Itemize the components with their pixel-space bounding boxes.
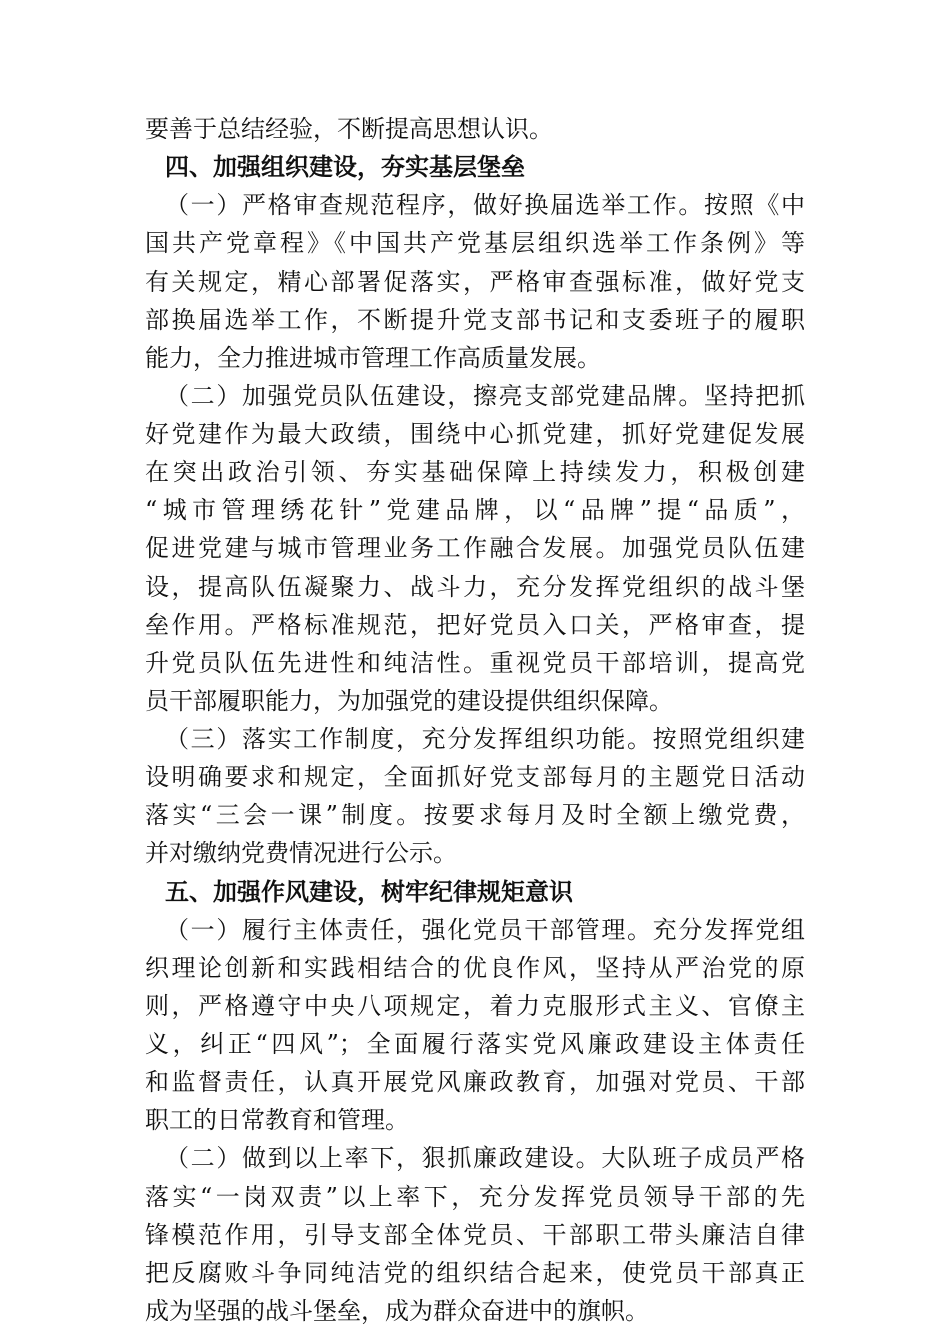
text-line: 要善于总结经验，不断提高思想认识。 [145, 115, 553, 143]
paragraph-first-line: （二）加强党员队伍建设，擦亮支部党建品牌。坚持把抓 [165, 381, 805, 410]
paragraph-first-line: （一）履行主体责任，强化党员干部管理。充分发挥党组 [165, 915, 805, 944]
text-line: 升党员队伍先进性和纯洁性。重视党员干部培训，提高党 [145, 648, 805, 677]
text-line: 织理论创新和实践相结合的优良作风，坚持从严治党的原 [145, 953, 805, 982]
text-line: 国共产党章程》《中国共产党基层组织选举工作条例》等 [145, 229, 805, 258]
text-line: 则，严格遵守中央八项规定，着力克服形式主义、官僚主 [145, 991, 805, 1020]
section-heading-5: 五、加强作风建设，树牢纪律规矩意识 [165, 877, 573, 906]
paragraph-first-line: （二）做到以上率下，狠抓廉政建设。大队班子成员严格 [165, 1144, 805, 1173]
text-line: 和监督责任，认真开展党风廉政教育，加强对党员、干部 [145, 1068, 805, 1097]
paragraph-first-line: （一）严格审查规范程序，做好换届选举工作。按照《中 [165, 191, 805, 220]
text-line: 锋模范作用，引导支部全体党员、干部职工带头廉洁自律 [145, 1220, 805, 1249]
text-line: 落实“三会一课”制度。按要求每月及时全额上缴党费， [145, 801, 805, 830]
text-line: 职工的日常教育和管理。 [145, 1106, 409, 1135]
section-heading-4: 四、加强组织建设，夯实基层堡垒 [165, 153, 525, 182]
text-line: 垒作用。严格标准规范，把好党员入口关，严格审查，提 [145, 610, 805, 639]
text-line: 部换届选举工作，不断提升党支部书记和支委班子的履职 [145, 305, 805, 334]
text-line: 把反腐败斗争同纯洁党的组织结合起来，使党员干部真正 [145, 1258, 805, 1287]
text-line: 并对缴纳党费情况进行公示。 [145, 839, 457, 868]
text-line: 好党建作为最大政绩，围绕中心抓党建，抓好党建促发展 [145, 420, 805, 448]
text-line: “城市管理绣花针”党建品牌，以“品牌”提“品质”， [145, 496, 805, 525]
text-line: 能力，全力推进城市管理工作高质量发展。 [145, 343, 601, 372]
text-line: 设，提高队伍凝聚力、战斗力，充分发挥党组织的战斗堡 [145, 572, 805, 601]
text-line: 有关规定，精心部署促落实，严格审查强标准，做好党支 [145, 267, 805, 296]
text-line: 义，纠正“四风”；全面履行落实党风廉政建设主体责任 [145, 1030, 805, 1058]
text-line: 成为坚强的战斗堡垒，成为群众奋进中的旗帜。 [145, 1296, 649, 1325]
text-line: 设明确要求和规定，全面抓好党支部每月的主题党日活动 [145, 763, 805, 792]
paragraph-first-line: （三）落实工作制度，充分发挥组织功能。按照党组织建 [165, 725, 805, 753]
text-line: 落实“一岗双责”以上率下，充分发挥党员领导干部的先 [145, 1182, 805, 1211]
text-line: 促进党建与城市管理业务工作融合发展。加强党员队伍建 [145, 534, 805, 563]
text-line: 员干部履职能力，为加强党的建设提供组织保障。 [145, 686, 673, 715]
text-line: 在突出政治引领、夯实基础保障上持续发力，积极创建 [145, 458, 805, 487]
